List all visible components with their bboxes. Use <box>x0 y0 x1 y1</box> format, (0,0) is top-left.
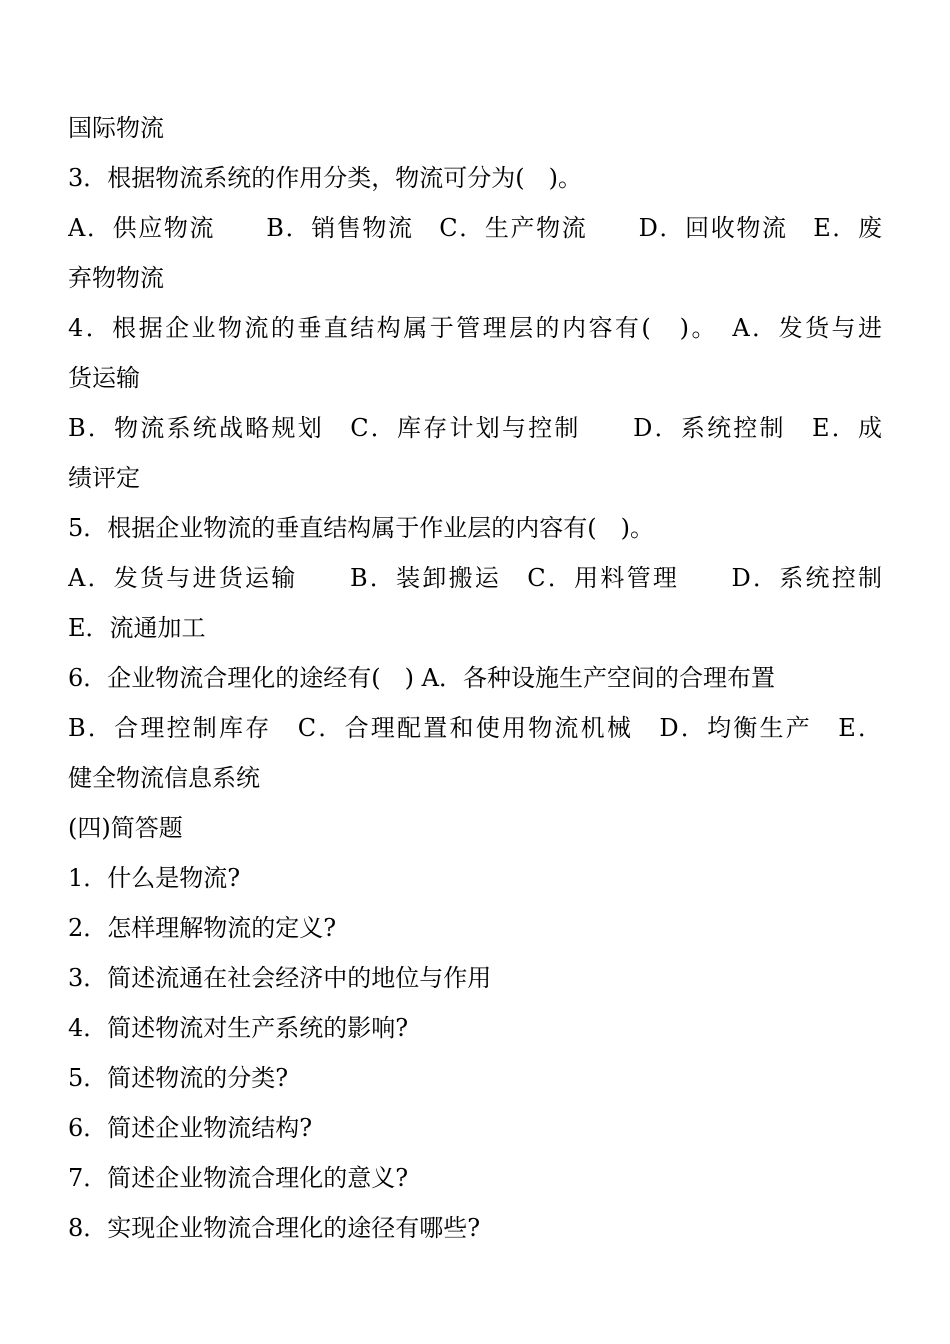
question-4-cont: 货运输 <box>68 364 140 392</box>
question-5: 5．根据企业物流的垂直结构属于作业层的内容有( )。 <box>68 514 654 542</box>
question-4-options-cont: 绩评定 <box>68 464 140 492</box>
short-answer-6: 6．简述企业物流结构? <box>68 1114 313 1142</box>
short-answer-8: 8．实现企业物流合理化的途径有哪些? <box>68 1214 481 1242</box>
question-3-options: A．供应物流 B．销售物流 C．生产物流 D．回收物流 E．废 <box>68 214 882 242</box>
question-3: 3．根据物流系统的作用分类，物流可分为( )。 <box>68 164 582 192</box>
short-answer-3: 3．简述流通在社会经济中的地位与作用 <box>68 964 492 992</box>
question-6: 6．企业物流合理化的途经有( ) A．各种设施生产空间的合理布置 <box>68 664 775 692</box>
question-4: 4．根据企业物流的垂直结构属于管理层的内容有( )。 A．发货与进 <box>68 314 882 342</box>
document-page <box>68 103 882 1253</box>
question-6-options: B．合理控制库存 C．合理配置和使用物流机械 D．均衡生产 E． <box>68 714 882 742</box>
section-heading-short-answer: (四)简答题 <box>68 814 183 842</box>
short-answer-4: 4．简述物流对生产系统的影响? <box>68 1014 409 1042</box>
short-answer-5: 5．简述物流的分类? <box>68 1064 289 1092</box>
question-5-options-cont: E．流通加工 <box>68 614 206 642</box>
question-4-options: B．物流系统战略规划 C．库存计划与控制 D．系统控制 E．成 <box>68 414 882 442</box>
question-3-options-cont: 弃物物流 <box>68 264 164 292</box>
question-5-options: A．发货与进货运输 B．装卸搬运 C．用料管理 D．系统控制 <box>68 564 882 592</box>
short-answer-1: 1．什么是物流? <box>68 864 241 892</box>
short-answer-2: 2．怎样理解物流的定义? <box>68 914 337 942</box>
short-answer-7: 7．简述企业物流合理化的意义? <box>68 1164 409 1192</box>
question-6-options-cont: 健全物流信息系统 <box>68 764 260 792</box>
text-line-international-logistics: 国际物流 <box>68 114 164 142</box>
